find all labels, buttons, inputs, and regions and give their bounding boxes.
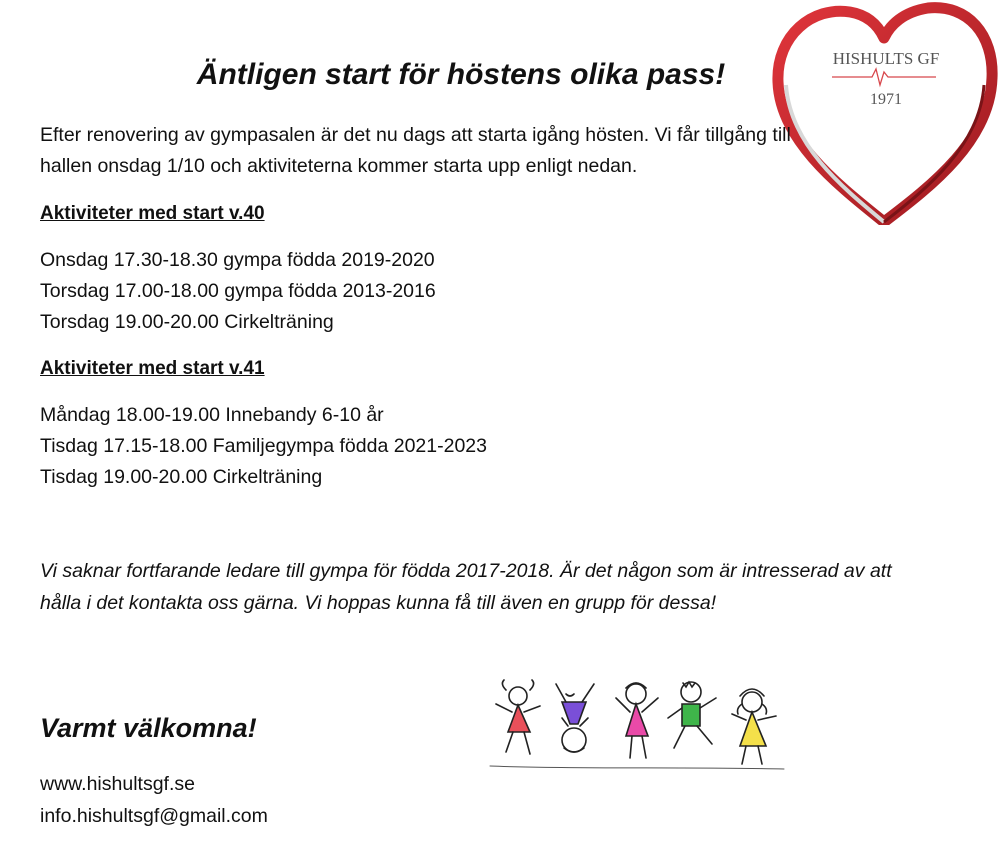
section-heading-v41: Aktiviteter med start v.41 — [40, 358, 265, 379]
list-item: Tisdag 17.15-18.00 Familjegympa födda 2021-2023 — [40, 435, 487, 457]
section-heading-v40: Aktiviteter med start v.40 — [40, 203, 265, 224]
children-drawing-icon — [486, 674, 788, 774]
activity-list-v40 — [40, 245, 436, 338]
website-link[interactable]: www.hishultsgf.se — [40, 773, 195, 795]
welcome-text: Varmt välkomna! — [40, 713, 257, 743]
list-item: Torsdag 17.00-18.00 gympa födda 2013-2016 — [40, 280, 436, 302]
logo-name: HISHULTS GF — [832, 49, 940, 68]
list-item: Onsdag 17.30-18.30 gympa födda 2019-2020 — [40, 249, 435, 271]
logo-year: 1971 — [870, 91, 902, 108]
leader-request-note: Vi saknar fortfarande ledare till gympa för födda 2017-2018. Är det någon som är intresserad av att hålla i det kontakta oss gärna. Vi hoppas kunna få till även en grupp för dessa! — [40, 560, 892, 614]
list-item: Tisdag 19.00-20.00 Cirkelträning — [40, 466, 323, 488]
email-link[interactable]: info.hishultsgf@gmail.com — [40, 805, 268, 827]
page-title: Äntligen start för höstens olika pass! — [196, 58, 726, 91]
list-item: Måndag 18.00-19.00 Innebandy 6-10 år — [40, 404, 384, 426]
activity-list-v41 — [40, 400, 487, 493]
list-item: Torsdag 19.00-20.00 Cirkelträning — [40, 311, 334, 333]
club-logo — [768, 0, 1000, 225]
heart-logo-icon — [768, 0, 1000, 225]
kids-illustration — [486, 674, 788, 774]
intro-text: Efter renovering av gympasalen är det nu dags att starta igång hösten. Vi får tillgång till hallen onsdag 1/10 och aktiviteterna kommer starta upp enligt nedan. — [40, 124, 791, 177]
